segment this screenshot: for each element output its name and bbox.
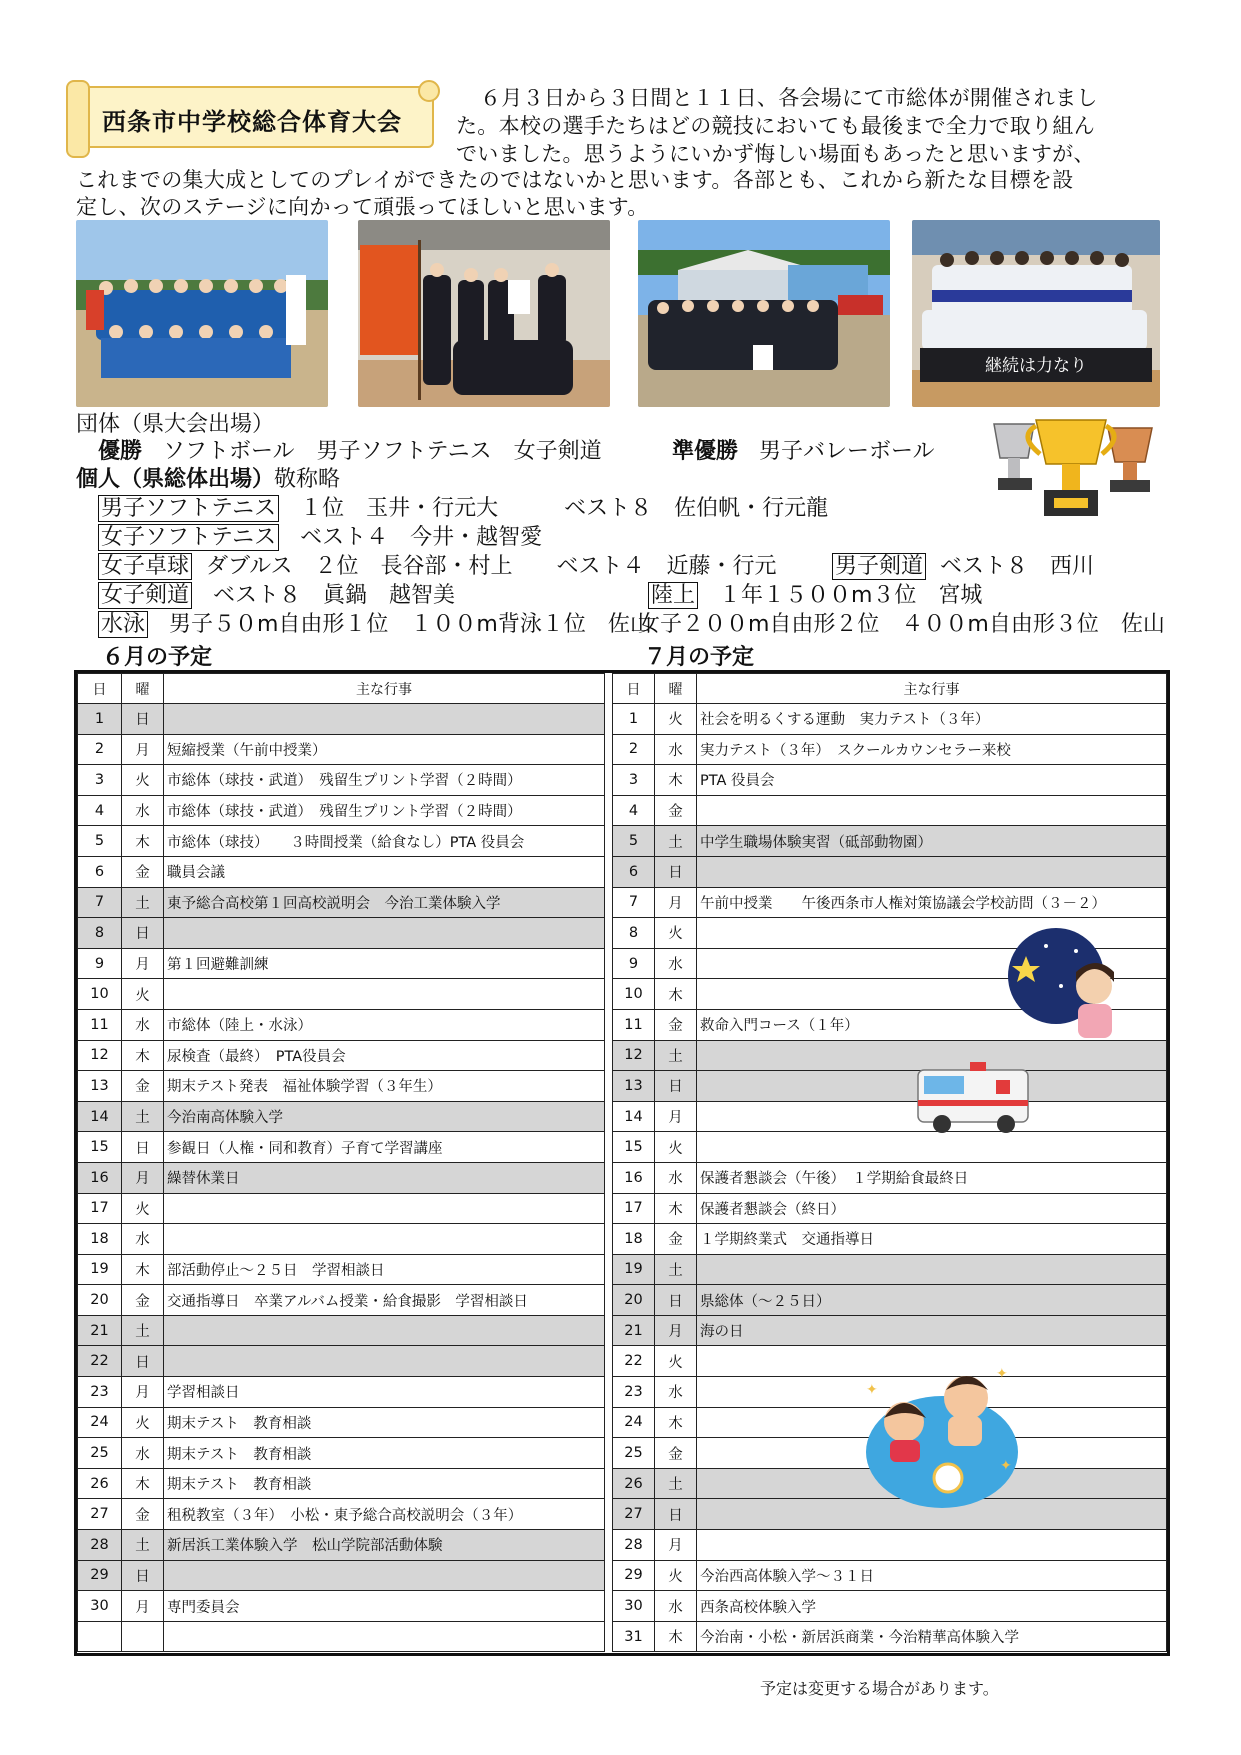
table-row [613, 1162, 1167, 1193]
weekday-cell: 土 [655, 1254, 697, 1285]
day-cell: 9 [78, 948, 122, 979]
event-cell [164, 1560, 605, 1591]
table-row [78, 1468, 605, 1499]
weekday-cell: 木 [122, 1468, 164, 1499]
table-row [78, 1591, 605, 1622]
event-cell [164, 979, 605, 1010]
champion-label: 優勝 [98, 439, 143, 464]
day-cell: 27 [613, 1499, 655, 1530]
table-row [78, 734, 605, 765]
day-cell: 28 [613, 1530, 655, 1561]
result-text: 女子２００m自由形２位 ４００m自由形３位 佐山 [638, 612, 1165, 637]
event-cell: 尿検査（最終） PTA役員会 [164, 1040, 605, 1071]
weekday-cell: 土 [122, 1101, 164, 1132]
result-label: 女子卓球 [98, 553, 192, 580]
result-label: 水泳 [98, 611, 148, 638]
event-cell [164, 1315, 605, 1346]
event-cell [697, 1254, 1167, 1285]
day-cell: 8 [613, 918, 655, 949]
event-cell: 第１回避難訓練 [164, 948, 605, 979]
table-header-cell: 曜 [122, 674, 164, 704]
day-cell: 7 [78, 887, 122, 918]
weekday-cell: 日 [655, 1285, 697, 1316]
event-cell: 今治南高体験入学 [164, 1101, 605, 1132]
event-cell: 保護者懇談会（終日） [697, 1193, 1167, 1224]
weekday-cell: 火 [655, 1346, 697, 1377]
weekday-cell [122, 1621, 164, 1652]
event-cell: 専門委員会 [164, 1591, 605, 1622]
svg-text:✦: ✦ [996, 1366, 1008, 1382]
result-row [648, 582, 982, 610]
weekday-cell: 水 [122, 795, 164, 826]
ambulance-illustration [916, 1056, 1034, 1136]
result-row [98, 553, 776, 581]
event-cell [697, 795, 1167, 826]
weekday-cell: 土 [122, 1315, 164, 1346]
day-cell: 12 [613, 1040, 655, 1071]
weekday-cell: 土 [655, 826, 697, 857]
table-row [78, 1193, 605, 1224]
team-results-header: 団体（県大会出場） [76, 412, 275, 437]
table-row [613, 1132, 1167, 1163]
individual-results-header-row [76, 466, 340, 494]
team-photo-softball [76, 220, 328, 407]
table-row [613, 1285, 1167, 1316]
table-row [78, 856, 605, 887]
weekday-cell: 金 [655, 1224, 697, 1255]
event-cell: 今治西高体験入学～３１日 [697, 1560, 1167, 1591]
result-text: ベスト８ 西川 [940, 554, 1095, 579]
day-cell: 14 [613, 1101, 655, 1132]
weekday-cell: 月 [655, 1530, 697, 1561]
weekday-cell: 水 [655, 1162, 697, 1193]
day-cell: 21 [613, 1315, 655, 1346]
weekday-cell: 金 [655, 1009, 697, 1040]
day-cell: 31 [613, 1621, 655, 1652]
weekday-cell: 金 [122, 1285, 164, 1316]
table-header-cell: 日 [613, 674, 655, 704]
event-cell: PTA 役員会 [697, 765, 1167, 796]
table-row [613, 1254, 1167, 1285]
champion-text: ソフトボール 男子ソフトテニス 女子剣道 [163, 439, 602, 464]
event-cell: 学習相談日 [164, 1377, 605, 1408]
team-photo-volleyball [912, 220, 1160, 407]
table-row [78, 979, 605, 1010]
result-row [832, 553, 1094, 581]
day-cell: 15 [613, 1132, 655, 1163]
intro-line-3: でいました。思うようにいかず悔しい場面もあったと思いますが、 [456, 142, 1095, 166]
table-row [613, 856, 1167, 887]
weekday-cell: 水 [122, 1224, 164, 1255]
result-label: 男子剣道 [832, 553, 926, 580]
result-row [98, 611, 652, 639]
day-cell: 26 [613, 1468, 655, 1499]
day-cell: 10 [78, 979, 122, 1010]
table-row [78, 1499, 605, 1530]
table-row [613, 704, 1167, 735]
event-cell [164, 1346, 605, 1377]
event-cell [164, 1224, 605, 1255]
day-cell: 5 [78, 826, 122, 857]
day-cell: 19 [613, 1254, 655, 1285]
table-row [78, 1285, 605, 1316]
event-cell: 参観日（人権・同和教育）子育て学習講座 [164, 1132, 605, 1163]
event-cell [164, 918, 605, 949]
intro-line-1: ６月３日から３日間と１１日、各会場にて市総体が開催されまし [480, 86, 1098, 110]
day-cell: 27 [78, 1499, 122, 1530]
day-cell: 16 [613, 1162, 655, 1193]
table-header-row [613, 674, 1167, 704]
day-cell: 17 [78, 1193, 122, 1224]
event-cell: 期末テスト 教育相談 [164, 1438, 605, 1469]
table-row [78, 1530, 605, 1561]
event-cell: 短縮授業（午前中授業） [164, 734, 605, 765]
event-cell: 期末テスト 教育相談 [164, 1407, 605, 1438]
day-cell: 15 [78, 1132, 122, 1163]
event-cell [697, 1132, 1167, 1163]
kids-swimming-illustration [856, 1360, 1022, 1510]
june-schedule-table [77, 673, 605, 1652]
event-cell: 期末テスト発表 福祉体験学習（３年生） [164, 1071, 605, 1102]
day-cell: 22 [78, 1346, 122, 1377]
weekday-cell: 月 [655, 1101, 697, 1132]
day-cell: 22 [613, 1346, 655, 1377]
weekday-cell: 水 [655, 1377, 697, 1408]
day-cell: 10 [613, 979, 655, 1010]
day-cell: 9 [613, 948, 655, 979]
weekday-cell: 水 [655, 734, 697, 765]
day-cell: 29 [78, 1560, 122, 1591]
day-cell: 18 [613, 1224, 655, 1255]
table-row [78, 918, 605, 949]
day-cell: 19 [78, 1254, 122, 1285]
day-cell: 1 [613, 704, 655, 735]
weekday-cell: 木 [655, 1407, 697, 1438]
day-cell: 20 [613, 1285, 655, 1316]
event-cell: 新居浜工業体験入学 松山学院部活動体験 [164, 1530, 605, 1561]
weekday-cell: 水 [122, 1438, 164, 1469]
table-row [78, 887, 605, 918]
weekday-cell: 金 [655, 1438, 697, 1469]
result-label: 女子剣道 [98, 582, 192, 609]
weekday-cell: 火 [655, 1560, 697, 1591]
table-row [613, 887, 1167, 918]
event-cell: 今治南・小松・新居浜商業・今治精華高体験入学 [697, 1621, 1167, 1652]
weekday-cell: 金 [122, 1071, 164, 1102]
table-row [613, 826, 1167, 857]
gold-trophy-icon [1028, 420, 1114, 516]
weekday-cell: 月 [655, 887, 697, 918]
weekday-cell: 水 [655, 1591, 697, 1622]
weekday-cell: 月 [122, 948, 164, 979]
result-text: ベスト８ 眞鍋 越智美 [213, 583, 456, 608]
table-row [78, 1009, 605, 1040]
event-cell: 東予総合高校第１回高校説明会 今治工業体験入学 [164, 887, 605, 918]
weekday-cell: 水 [122, 1009, 164, 1040]
day-cell: 25 [78, 1438, 122, 1469]
event-cell: 社会を明るくする運動 実力テスト（３年） [697, 704, 1167, 735]
table-row [78, 1224, 605, 1255]
table-row [613, 1101, 1167, 1132]
day-cell: 24 [78, 1407, 122, 1438]
table-row [78, 1132, 605, 1163]
weekday-cell: 木 [122, 826, 164, 857]
weekday-cell: 金 [122, 856, 164, 887]
table-row [78, 1040, 605, 1071]
table-row [613, 1560, 1167, 1591]
weekday-cell: 木 [655, 1621, 697, 1652]
result-row [638, 611, 1165, 639]
table-row [78, 1346, 605, 1377]
weekday-cell: 日 [122, 704, 164, 735]
table-row [78, 1101, 605, 1132]
table-row [613, 1193, 1167, 1224]
intro-line-4: これまでの集大成としてのプレイができたのではないかと思います。各部とも、これから新たな目標を設 [76, 168, 1074, 192]
weekday-cell: 月 [122, 1162, 164, 1193]
june-schedule-title: ６月の予定 [102, 645, 213, 670]
event-cell: 繰替休業日 [164, 1162, 605, 1193]
svg-text:✦: ✦ [866, 1382, 878, 1398]
day-cell: 13 [613, 1071, 655, 1102]
table-row [613, 1315, 1167, 1346]
day-cell: 6 [613, 856, 655, 887]
day-cell: 11 [78, 1009, 122, 1040]
weekday-cell: 金 [122, 1499, 164, 1530]
result-text: 男子５０m自由形１位 １００m背泳１位 佐山 [169, 612, 652, 637]
weekday-cell: 木 [655, 1193, 697, 1224]
table-row [78, 704, 605, 735]
day-cell: 6 [78, 856, 122, 887]
runnerup-label: 準優勝 [672, 439, 739, 464]
day-cell: 17 [613, 1193, 655, 1224]
runnerup-row [672, 438, 935, 466]
event-cell [164, 1621, 605, 1652]
table-row [78, 826, 605, 857]
table-row [613, 1621, 1167, 1652]
weekday-cell: 火 [655, 1132, 697, 1163]
table-row [613, 734, 1167, 765]
day-cell: 4 [78, 795, 122, 826]
result-row [98, 495, 828, 523]
footer-note: 予定は変更する場合があります。 [760, 1679, 999, 1698]
weekday-cell: 日 [122, 1346, 164, 1377]
event-cell: 交通指導日 卒業アルバム授業・給食撮影 学習相談日 [164, 1285, 605, 1316]
table-row [78, 1407, 605, 1438]
event-cell: 実力テスト（３年） スクールカウンセラー来校 [697, 734, 1167, 765]
table-row [78, 1315, 605, 1346]
table-row [78, 765, 605, 796]
day-cell: 30 [78, 1591, 122, 1622]
table-header-cell: 曜 [655, 674, 697, 704]
event-cell: 部活動停止～２５日 学習相談日 [164, 1254, 605, 1285]
event-cell: 救命入門コース（１年） [697, 1009, 1167, 1040]
table-row [613, 1071, 1167, 1102]
intro-line-5: 定し、次のステージに向かって頑張ってほしいと思います。 [76, 195, 649, 219]
day-cell: 21 [78, 1315, 122, 1346]
day-cell: 5 [613, 826, 655, 857]
table-row [613, 1224, 1167, 1255]
day-cell: 16 [78, 1162, 122, 1193]
table-row [78, 795, 605, 826]
weekday-cell: 土 [122, 1530, 164, 1561]
weekday-cell: 火 [655, 704, 697, 735]
table-row [613, 795, 1167, 826]
girl-stargazing-illustration [1006, 926, 1128, 1038]
table-header-cell: 主な行事 [164, 674, 605, 704]
weekday-cell: 月 [122, 734, 164, 765]
team-photo-softtennis [638, 220, 890, 407]
weekday-cell: 日 [122, 918, 164, 949]
weekday-cell: 土 [655, 1040, 697, 1071]
table-header-cell: 主な行事 [697, 674, 1167, 704]
table-row [613, 1591, 1167, 1622]
event-cell: 市総体（球技） ３時間授業（給食なし）PTA 役員会 [164, 826, 605, 857]
weekday-cell: 木 [655, 765, 697, 796]
day-cell: 2 [78, 734, 122, 765]
weekday-cell: 木 [122, 1254, 164, 1285]
day-cell: 1 [78, 704, 122, 735]
day-cell: 28 [78, 1530, 122, 1561]
event-cell: 租税教室（３年） 小松・東予総合高校説明会（３年） [164, 1499, 605, 1530]
table-row [613, 765, 1167, 796]
result-row [98, 524, 542, 552]
result-label: 陸上 [648, 582, 698, 609]
weekday-cell: 日 [655, 1071, 697, 1102]
day-cell: 13 [78, 1071, 122, 1102]
day-cell: 25 [613, 1438, 655, 1469]
event-cell: 市総体（陸上・水泳） [164, 1009, 605, 1040]
day-cell: 20 [78, 1285, 122, 1316]
result-text: ダブルス ２位 長谷部・村上 ベスト４ 近藤・行元 [206, 554, 777, 579]
event-cell: １学期終業式 交通指導日 [697, 1224, 1167, 1255]
individual-results-header: 個人（県総体出場） [76, 467, 275, 492]
table-row [78, 1162, 605, 1193]
result-text: １位 玉井・行元大 ベスト８ 佐伯帆・行元龍 [300, 496, 829, 521]
event-cell [164, 1193, 605, 1224]
event-cell: 期末テスト 教育相談 [164, 1468, 605, 1499]
table-row [78, 1071, 605, 1102]
day-cell: 12 [78, 1040, 122, 1071]
event-cell [164, 704, 605, 735]
event-cell: 海の日 [697, 1315, 1167, 1346]
intro-line-2: た。本校の選手たちはどの競技においても最後まで全力で取り組ん [456, 114, 1095, 138]
weekday-cell: 火 [122, 1193, 164, 1224]
weekday-cell: 火 [122, 765, 164, 796]
banner-text: 継続は力なり [985, 356, 1087, 376]
day-cell: 26 [78, 1468, 122, 1499]
day-cell: 14 [78, 1101, 122, 1132]
event-cell: 職員会議 [164, 856, 605, 887]
day-cell: 11 [613, 1009, 655, 1040]
event-cell: 午前中授業 午後西条市人権対策協議会学校訪問（３－２） [697, 887, 1167, 918]
champion-row [98, 438, 602, 466]
table-row [78, 948, 605, 979]
weekday-cell: 火 [122, 1407, 164, 1438]
table-row [613, 1040, 1167, 1071]
weekday-cell: 金 [655, 795, 697, 826]
result-row [98, 582, 455, 610]
event-cell: 中学生職場体験実習（砥部動物園） [697, 826, 1167, 857]
table-row [78, 1377, 605, 1408]
event-cell: 県総体（～２５日） [697, 1285, 1167, 1316]
day-cell: 18 [78, 1224, 122, 1255]
day-cell: 7 [613, 887, 655, 918]
table-row [78, 1254, 605, 1285]
event-cell [697, 1530, 1167, 1561]
day-cell: 8 [78, 918, 122, 949]
day-cell: 2 [613, 734, 655, 765]
day-cell: 29 [613, 1560, 655, 1591]
event-cell: 保護者懇談会（午後） １学期給食最終日 [697, 1162, 1167, 1193]
table-row [78, 1621, 605, 1652]
event-cell: 市総体（球技・武道） 残留生プリント学習（２時間） [164, 765, 605, 796]
day-cell: 3 [613, 765, 655, 796]
day-cell: 3 [78, 765, 122, 796]
table-row [78, 1438, 605, 1469]
day-cell: 23 [78, 1377, 122, 1408]
event-cell: 西条高校体験入学 [697, 1591, 1167, 1622]
title-banner [70, 86, 434, 148]
runnerup-text: 男子バレーボール [759, 439, 935, 464]
weekday-cell: 日 [122, 1132, 164, 1163]
table-row [613, 1530, 1167, 1561]
day-cell: 30 [613, 1591, 655, 1622]
table-header-cell: 日 [78, 674, 122, 704]
event-cell [697, 856, 1167, 887]
weekday-cell: 木 [122, 1040, 164, 1071]
svg-text:✦: ✦ [1000, 1458, 1012, 1474]
day-cell: 24 [613, 1407, 655, 1438]
weekday-cell: 火 [122, 979, 164, 1010]
day-cell: 4 [613, 795, 655, 826]
team-photo-kendo [358, 220, 610, 407]
weekday-cell: 土 [122, 887, 164, 918]
result-text: ベスト４ 今井・越智愛 [300, 525, 543, 550]
day-cell: 23 [613, 1377, 655, 1408]
july-schedule-title: ７月の予定 [644, 645, 755, 670]
weekday-cell: 日 [122, 1560, 164, 1591]
result-text: １年１５００m３位 宮城 [719, 583, 983, 608]
weekday-cell: 日 [655, 856, 697, 887]
honorific-note: 敬称略 [274, 467, 341, 492]
weekday-cell: 月 [655, 1315, 697, 1346]
trophies-illustration [986, 418, 1164, 522]
result-label: 女子ソフトテニス [98, 524, 279, 551]
weekday-cell: 水 [655, 948, 697, 979]
result-label: 男子ソフトテニス [98, 495, 279, 522]
weekday-cell: 火 [655, 918, 697, 949]
weekday-cell: 月 [122, 1591, 164, 1622]
table-row [78, 1560, 605, 1591]
weekday-cell: 日 [655, 1499, 697, 1530]
day-cell [78, 1621, 122, 1652]
weekday-cell: 木 [655, 979, 697, 1010]
table-header-row [78, 674, 605, 704]
weekday-cell: 土 [655, 1468, 697, 1499]
weekday-cell: 月 [122, 1377, 164, 1408]
page-title: 西条市中学校総合体育大会 [102, 108, 402, 136]
event-cell: 市総体（球技・武道） 残留生プリント学習（２時間） [164, 795, 605, 826]
